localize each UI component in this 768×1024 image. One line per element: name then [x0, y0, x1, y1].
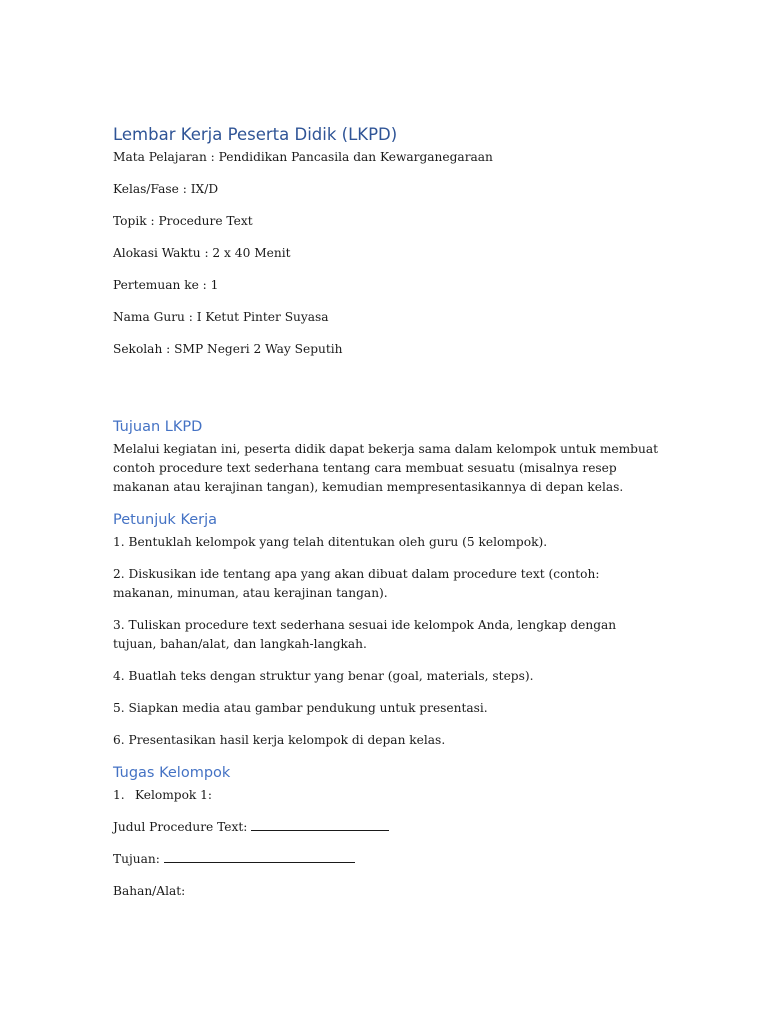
petunjuk-item-1: 1. Bentuklah kelompok yang telah ditentukan oleh guru (5 kelompok).	[113, 535, 548, 549]
info-sekolah: Sekolah : SMP Negeri 2 Way Seputih	[113, 342, 343, 356]
group-label: Kelompok 1:	[135, 788, 213, 802]
petunjuk-item-6: 6. Presentasikan hasil kerja kelompok di depan kelas.	[113, 733, 446, 747]
judul-label: Judul Procedure Text:	[113, 820, 248, 834]
petunjuk-item-2: 2. Diskusikan ide tentang apa yang akan dibuat dalam procedure text (contoh: makanan, minuman, atau kerajinan tangan).	[113, 567, 600, 600]
judul-blank-field[interactable]	[251, 818, 389, 831]
info-alokasi-waktu: Alokasi Waktu : 2 x 40 Menit	[113, 246, 291, 260]
tujuan-heading: Tujuan LKPD	[113, 419, 203, 435]
petunjuk-item-4: 4. Buatlah teks dengan struktur yang benar (goal, materials, steps).	[113, 669, 534, 683]
judul-procedure-line	[113, 818, 658, 837]
bahan-label: Bahan/Alat:	[113, 884, 186, 898]
list-number: 1.	[113, 788, 125, 802]
document-title: Lembar Kerja Peserta Didik (LKPD)	[113, 125, 398, 144]
info-pertemuan: Pertemuan ke : 1	[113, 278, 219, 292]
info-topik: Topik : Procedure Text	[113, 214, 253, 228]
tujuan-label: Tujuan:	[113, 852, 160, 866]
petunjuk-item-5: 5. Siapkan media atau gambar pendukung untuk presentasi.	[113, 701, 488, 715]
tujuan-blank-field[interactable]	[164, 850, 355, 863]
tujuan-text: Melalui kegiatan ini, peserta didik dapat bekerja sama dalam kelompok untuk membuat contoh procedure text sederhana tentang cara membuat sesuatu (misalnya resep makanan atau kerajinan tangan), kemudian mempresentasikannya di depan kelas.	[113, 442, 658, 494]
document-content	[113, 125, 658, 901]
info-kelas-fase: Kelas/Fase : IX/D	[113, 182, 219, 196]
tugas-heading: Tugas Kelompok	[113, 765, 231, 781]
tugas-group-item	[113, 786, 658, 805]
bahan-alat-line	[113, 882, 658, 901]
info-mata-pelajaran: Mata Pelajaran : Pendidikan Pancasila dan Kewarganegaraan	[113, 150, 493, 164]
tujuan-line	[113, 850, 658, 869]
info-nama-guru: Nama Guru : I Ketut Pinter Suyasa	[113, 310, 329, 324]
petunjuk-heading: Petunjuk Kerja	[113, 512, 218, 528]
petunjuk-item-3: 3. Tuliskan procedure text sederhana sesuai ide kelompok Anda, lengkap dengan tujuan, bahan/alat, dan langkah-langkah.	[113, 618, 617, 651]
